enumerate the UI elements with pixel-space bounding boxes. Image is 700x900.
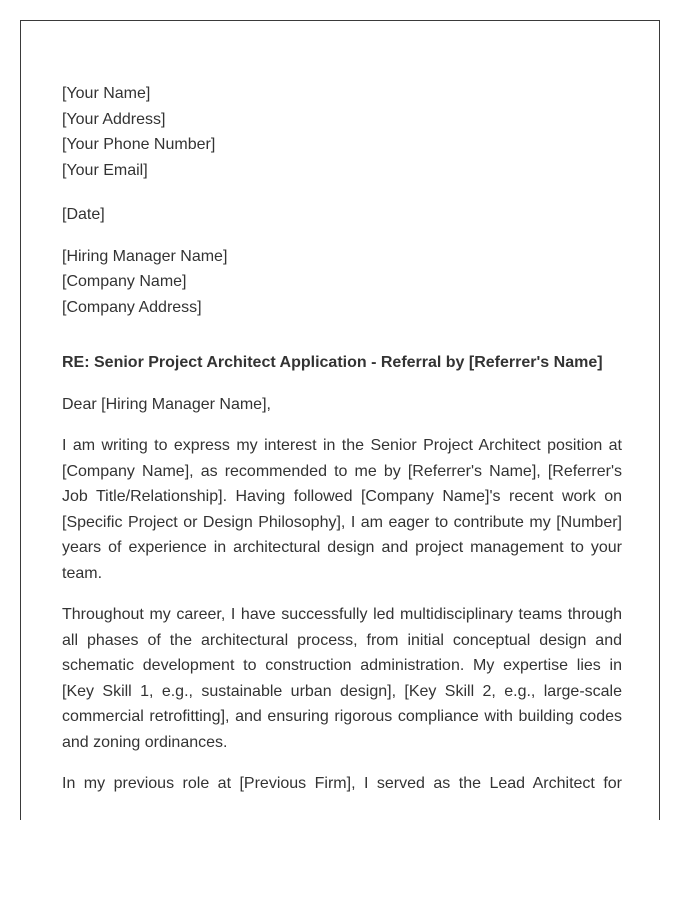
body-paragraph-2: Throughout my career, I have successfully led multidisciplinary teams through all phases of the architectural process, from initial conceptual design and schematic development to construction administration. My expertise lies in [Key Skill 1, e.g., sustainable urban design], [Key Skill 2, e.g., large-scale commercial retrofitting], and ensuring rigorous compliance with building codes and zoning ordinances. [62, 606, 622, 751]
date-block [62, 202, 622, 228]
letter-page [20, 20, 660, 820]
recipient-address: [Company Address] [62, 298, 202, 316]
letter-content [62, 81, 622, 797]
sender-name: [Your Name] [62, 85, 151, 102]
sender-phone: [Your Phone Number] [62, 136, 216, 153]
body-paragraph-1: I am writing to express my interest in the Senior Project Architect position at [Company Name], as recommended to me by [Referrer's Name], [Referrer's Job Title/Relationship]. Having followed [Company Name]'s recent work on [Specific Project or Design Philosophy], I am eager to contribute my [Number] years of experience in architectural design and project management to your team. [62, 437, 622, 582]
recipient-company: [Company Name] [62, 273, 187, 290]
salutation: Dear [Hiring Manager Name], [62, 395, 271, 413]
sender-email: [Your Email] [62, 161, 148, 179]
letter-date: [Date] [62, 206, 105, 223]
body-paragraph-3: In my previous role at [Previous Firm], I served as the Lead Architect for [62, 775, 622, 792]
recipient-manager: [Hiring Manager Name] [62, 247, 228, 265]
subject-line: RE: Senior Project Architect Application - Referral by [Referrer's Name] [62, 354, 603, 371]
sender-address: [Your Address] [62, 110, 166, 128]
recipient-block [62, 244, 622, 321]
sender-block [62, 81, 622, 183]
